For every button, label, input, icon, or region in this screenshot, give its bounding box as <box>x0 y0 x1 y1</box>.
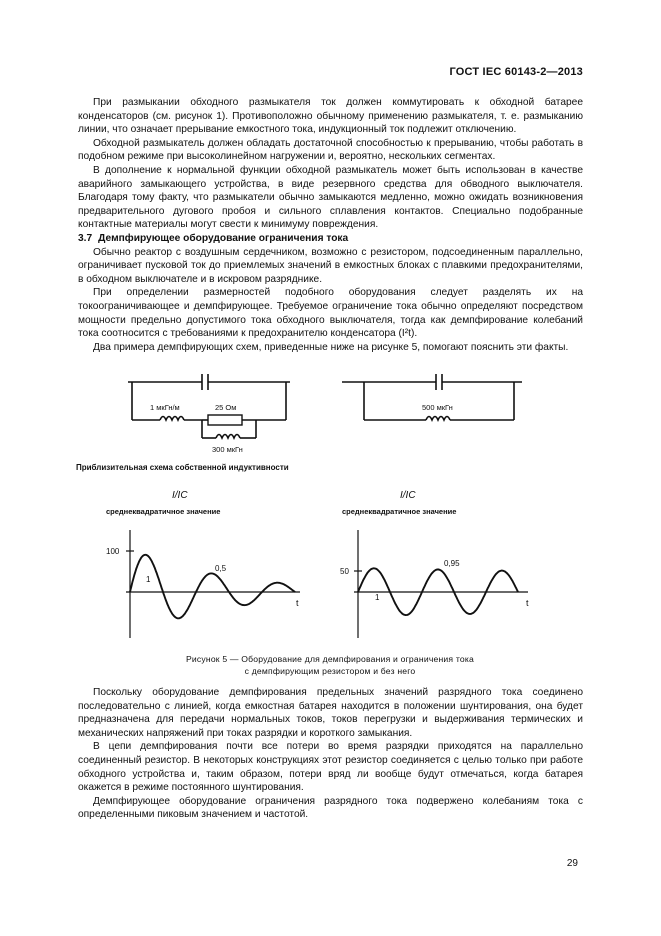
caption-line: Рисунок 5 — Оборудование для демпфирования и ограничения тока <box>185 654 475 664</box>
left-ylabel: среднеквадратичное значение <box>106 507 221 516</box>
paragraph: Обычно реактор с воздушным сердечником, возможно с резистором, подсоединенным параллельно, ограничивает пусковой ток до приемлемых значений в емкостных блоках с плавкими предохранителями, в обходном выключателе и в искровом разряднике. <box>78 246 583 285</box>
document-header: ГОСТ IEC 60143-2—2013 <box>449 66 583 78</box>
inductor-label-300uh: 300 мкГн <box>212 445 243 454</box>
paragraph: Обходной размыкатель должен обладать достаточной способностью к прерыванию, чтобы работать в подобном режиме при высоколинейном нагружении и, вероятно, нескольких сегментах. <box>78 137 583 163</box>
right-circuit-diagram <box>342 374 522 420</box>
left-ratio-label: I/IC <box>172 490 188 501</box>
inductor-label-500uh: 500 мкГн <box>422 403 453 412</box>
right-ratio-label: I/IC <box>400 490 416 501</box>
paragraph: В цепи демпфирования почти все потери во время разрядки приходятся на параллельно соединенный резистор. В некоторых конструкциях этот резистор соединяется с целью только при работе обходного устройства и, таким образом, потери вряд ли вообще будут отмечаться, когда батарея окажется в режиме постоянного шунтирования. <box>78 741 583 794</box>
section-title: Демпфирующее оборудование ограничения тока <box>98 232 349 244</box>
paragraph: Демпфирующее оборудование ограничения разрядного тока подвержено колебаниям тока с определенными пиковым значением и частотой. <box>78 795 583 821</box>
caption-line: с демпфирующим резистором и без него <box>244 666 416 676</box>
paragraph: Поскольку оборудование демпфирования предельных значений разрядного тока соединено последовательно с линией, когда емкостная батарея находится в положении шунтирования, она будет предназначена для передачи нормальных токов, токов перегрузки и выдерживания термических и механических напряжений при токах разрядки и короткого замыкания. <box>78 687 583 739</box>
left-damped-waveform <box>130 555 295 619</box>
inductor-label-1uh: 1 мкГн/м <box>150 403 180 412</box>
body-text-bottom <box>78 686 583 822</box>
paragraph: При размыкании обходного размыкателя ток должен коммутировать к обходной батарее конденсаторов (см. рисунок 1). Противоположно обычному применению размыкателя, т. е. размыканию линии, что означает прерывание емкостного тока, индукционный ток подлежит отключению. <box>78 97 583 136</box>
paragraph: В дополнение к нормальной функции обходной размыкатель может быть использован в качестве аварийного замыкающего устройства, в виде резервного средства для обводного выключателя. Благодаря тому факту, что размыкатели обычно замыкаются медленно, можно ожидать возникновения предварительного дугового пробоя и сильного сплавления контактов. Специально подобранные контактные материалы могут свести к минимуму повреждения. <box>78 164 583 231</box>
left-inductor-coil <box>160 417 184 421</box>
circuit-note: Приблизительная схема собственной индуктивности <box>76 463 289 472</box>
left-second-peak-label: 0,5 <box>215 564 227 573</box>
right-plot-axes <box>354 530 528 638</box>
paragraph: Два примера демпфирующих схем, приведенные ниже на рисунке 5, помогают пояснить эти факты. <box>93 341 569 353</box>
right-inductor-coil <box>426 417 450 421</box>
paragraph: При определении размерностей подобного оборудования следует разделять их на токоограничивающее и демпфирующее. Требуемое ограничение тока обычно определяют посредством мощности предельно допустимого тока обходного выключателя, тогда как демпфирование колебаний тока соотносится с требованиями к предохранителю конденсатора (I²t). <box>78 287 583 340</box>
right-y-tick-label: 50 <box>340 567 349 576</box>
left-peak-marker: 1 <box>146 575 151 584</box>
parallel-inductor-coil <box>216 435 240 439</box>
left-y-tick-label: 100 <box>106 547 120 556</box>
right-ylabel: среднеквадратичное значение <box>342 507 457 516</box>
figure-5 <box>0 360 661 660</box>
right-peak-marker: 1 <box>375 593 380 602</box>
figure-caption <box>120 653 540 677</box>
body-text-top <box>78 96 583 354</box>
resistor-label-25-ohm: 25 Ом <box>215 403 237 412</box>
right-xlabel: t <box>526 598 529 608</box>
section-heading <box>78 232 583 246</box>
resistor-25-ohm <box>208 415 242 425</box>
left-xlabel: t <box>296 598 299 608</box>
right-second-peak-label: 0,95 <box>444 559 460 568</box>
page-number: 29 <box>566 858 578 869</box>
section-number: 3.7 <box>78 232 93 244</box>
